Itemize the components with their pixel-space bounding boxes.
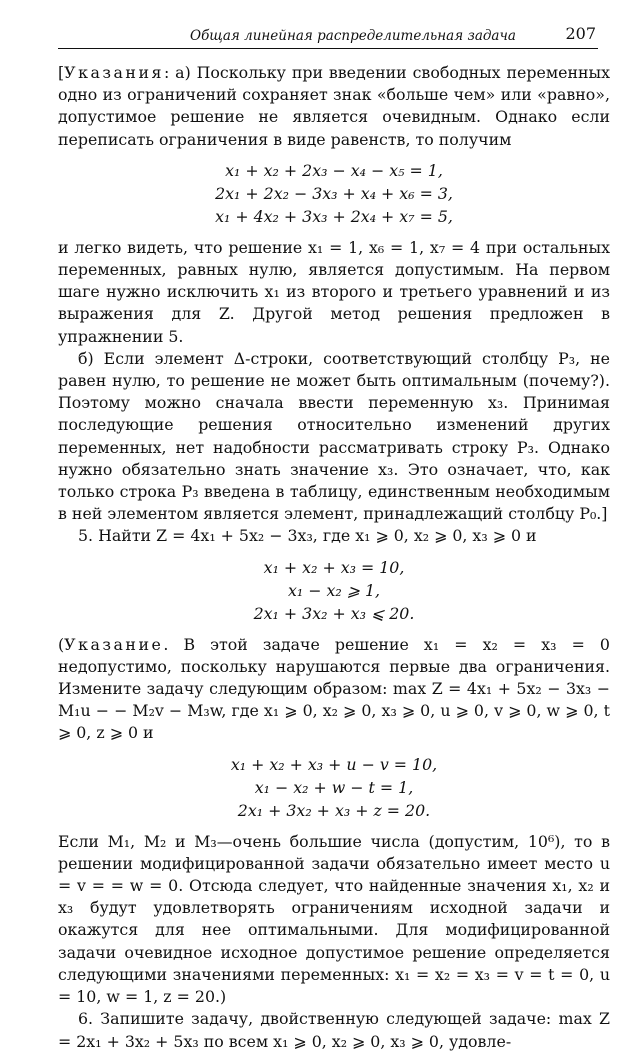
hint5-word: Указание	[64, 634, 164, 654]
hint-a-text: : а) Поскольку при введении свободных переменных одно из ограничений сохраняет знак «больше чем» или «равно», допустимое решение не является очевидным. Однако если переписать ограничения в виде равенств, то получим	[58, 63, 610, 149]
equation-line: 2x₁ + 2x₂ − 3x₃ + x₄ + x₆ = 3,	[215, 183, 453, 203]
solution-paragraph: и легко видеть, что решение x₁ = 1, x₆ = 1, x₇ = 4 при остальных переменных, равных нулю, является допустимым. На первом шаге нужно исключить x₁ из второго и третьего уравнений и из выражения для Z. Другой метод решения предложен в упражнении 5.	[58, 237, 610, 346]
modified-problem-paragraph: Если M₁, M₂ и M₃—очень большие числа (допустим, 10⁶), то в решении модифицированной задачи обязательно имеет место u = v = = w = 0. Отсюда следует, что найденные значения x₁, x₂ и x₃ будут удовлетворять ограничениям исходной задачи и окажутся для нее оптимальными. Для модифицированной задачи очевидное исходное допустимое решение определяется следующими значениями переменных: x₁ = x₂ = x₃ = v = t = 0, u = 10, w = 1, z = 20.)	[58, 831, 610, 1007]
exercise-6: 6. Запишите задачу, двойственную следующей задаче: max Z = 2x₁ + 3x₂ + 5x₃ по всем x₁ ⩾ 0, x₂ ⩾ 0, x₃ ⩾ 0, удовле-	[58, 1009, 610, 1051]
equation-line: x₁ + 4x₂ + 3x₃ + 2x₄ + x₇ = 5,	[215, 206, 453, 226]
hint-paragraph-b: б) Если элемент Δ-строки, соответствующий столбцу P₃, не равен нулю, то решение не может быть оптимальным (почему?). Поэтому можно сначала ввести переменную x₃. Принимая последующие решения относительно изменений других переменных, нет надобности рассматривать строку P₃. Однако нужно обязательно знать значение x₃. Это означает, что, как только строка P₃ введена в таблицу, единственным необходимым в ней элементом является элемент, принадлежащий столбцу P₀.]	[58, 348, 610, 524]
equation-system-1	[58, 159, 610, 228]
hint5-bracket: (	[58, 634, 65, 654]
equation-system-2	[58, 556, 610, 625]
equation-line: x₁ − x₂ + w − t = 1,	[254, 777, 414, 797]
hint-paragraph-a	[58, 62, 610, 151]
equation-line: x₁ + x₂ + x₃ = 10,	[263, 557, 405, 577]
hint-paragraph-5	[58, 634, 610, 745]
page-header	[58, 22, 598, 49]
equation-system-3	[58, 753, 610, 822]
hint-word: Указания	[64, 63, 164, 82]
equation-line: 2x₁ + 3x₂ + x₃ ⩽ 20.	[253, 603, 415, 623]
equation-line: x₁ − x₂ ⩾ 1,	[287, 580, 381, 600]
running-title: Общая линейная распределительная задача	[190, 28, 516, 44]
hint-bracket: [	[58, 63, 65, 82]
equation-line: x₁ + x₂ + 2x₃ − x₄ − x₅ = 1,	[225, 160, 443, 180]
equation-line: x₁ + x₂ + x₃ + u − v = 10,	[230, 754, 438, 774]
hint5-text: . В этой задаче решение x₁ = x₂ = x₃ = 0 недопустимо, поскольку нарушаются первые два ограничения. Измените задачу следующим образом: max Z = 4x₁ + 5x₂ − 3x₃ − M₁u − − M₂v − M₃w, где x₁ ⩾ 0, x₂ ⩾ 0, x₃ ⩾ 0, u ⩾ 0, v ⩾ 0, w ⩾ 0, t ⩾ 0, z ⩾ 0 и	[58, 634, 610, 743]
page-content	[58, 62, 610, 1053]
exercise-5: 5. Найти Z = 4x₁ + 5x₂ − 3x₃, где x₁ ⩾ 0, x₂ ⩾ 0, x₃ ⩾ 0 и	[78, 526, 537, 546]
page-number: 207	[565, 24, 596, 43]
equation-line: 2x₁ + 3x₂ + x₃ + z = 20.	[237, 800, 431, 820]
